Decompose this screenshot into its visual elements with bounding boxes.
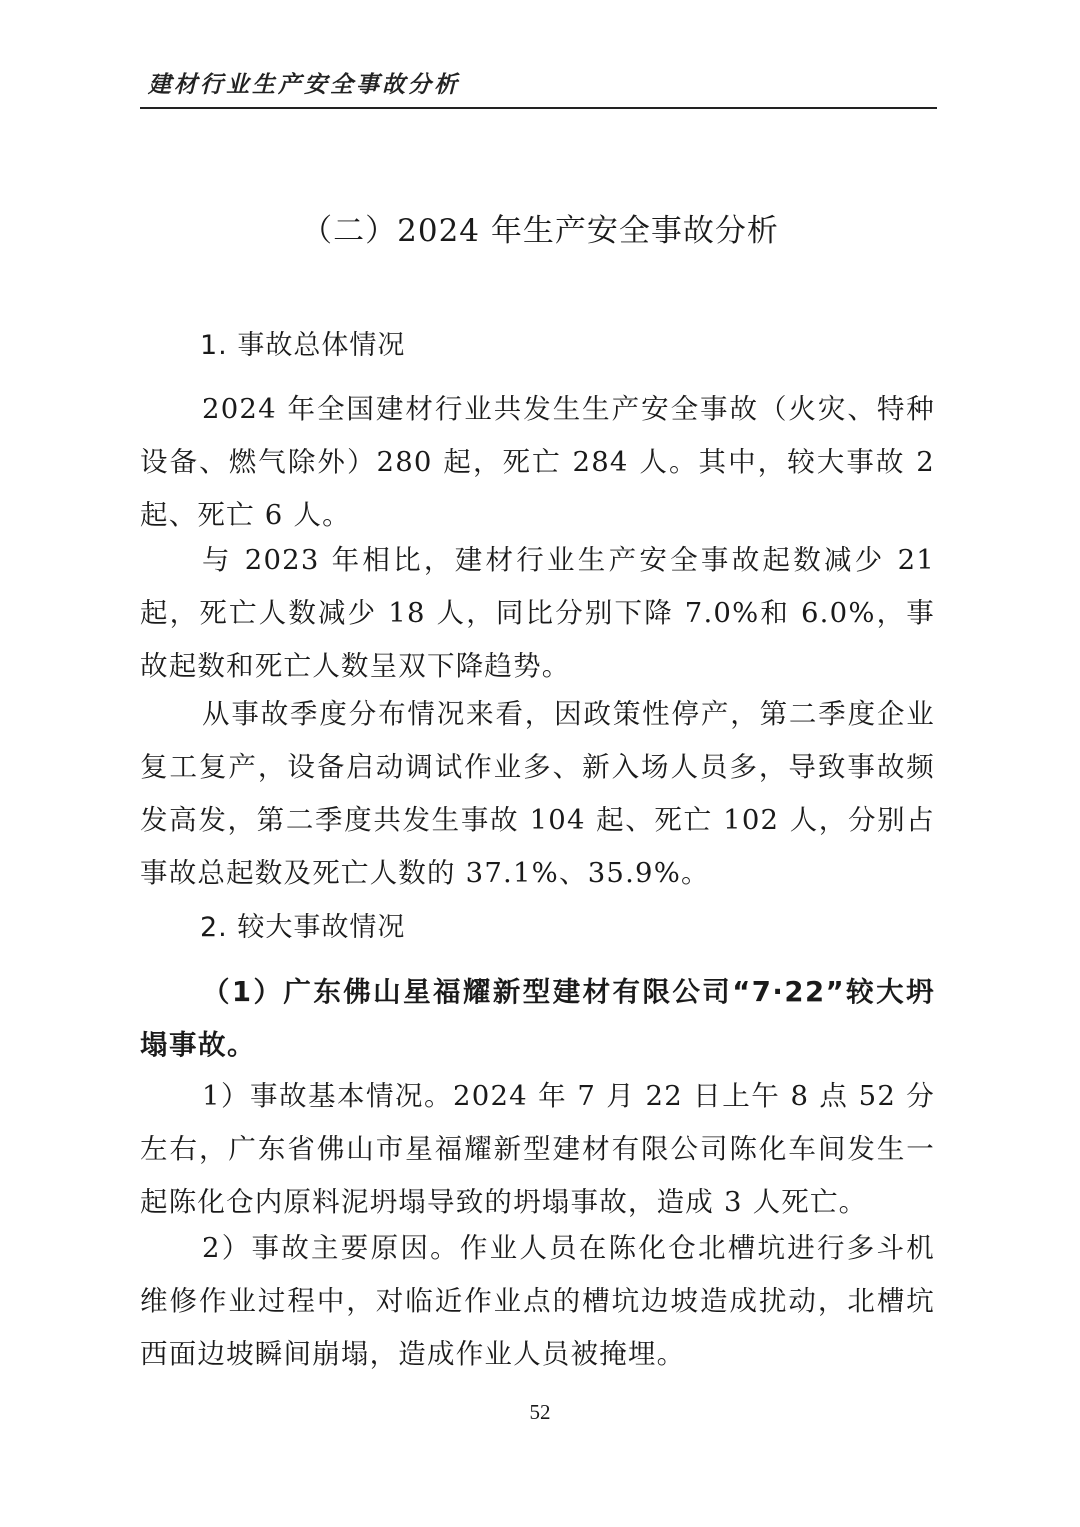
paragraph: 2）事故主要原因。作业人员在陈化仓北槽坑进行多斗机维修作业过程中，对临近作业点的槽坑边坡造成扰动，北槽坑西面边坡瞬间崩塌，造成作业人员被掩埋。	[140, 1232, 935, 1370]
page-title: （二）2024 年生产安全事故分析	[301, 213, 779, 249]
paragraph: 从事故季度分布情况来看，因政策性停产，第二季度企业复工复产，设备启动调试作业多、新入场人员多，导致事故频发高发，第二季度共发生事故 104 起、死亡 102 人，分别占事故总起数及死亡人数的 37.1%、35.9%。	[140, 698, 935, 889]
paragraph: 与 2023 年相比，建材行业生产安全事故起数减少 21 起，死亡人数减少 18 人，同比分别下降 7.0%和 6.0%，事故起数和死亡人数呈双下降趋势。	[140, 544, 935, 682]
header-divider	[140, 107, 937, 109]
page-number: 52	[529, 1400, 551, 1424]
section-heading-overall: 1. 事故总体情况	[200, 330, 406, 361]
case-title: （1）广东佛山星福耀新型建材有限公司“7·22”较大坍塌事故。	[140, 976, 935, 1061]
section-heading-major: 2. 较大事故情况	[200, 912, 406, 943]
paragraph: 2024 年全国建材行业共发生生产安全事故（火灾、特种设备、燃气除外）280 起，死亡 284 人。其中，较大事故 2 起、死亡 6 人。	[140, 393, 935, 531]
paragraph: 1）事故基本情况。2024 年 7 月 22 日上午 8 点 52 分左右，广东省佛山市星福耀新型建材有限公司陈化车间发生一起陈化仓内原料泥坍塌导致的坍塌事故，造成 3 人死亡。	[140, 1080, 935, 1218]
running-header: 建材行业生产安全事故分析	[148, 72, 460, 98]
